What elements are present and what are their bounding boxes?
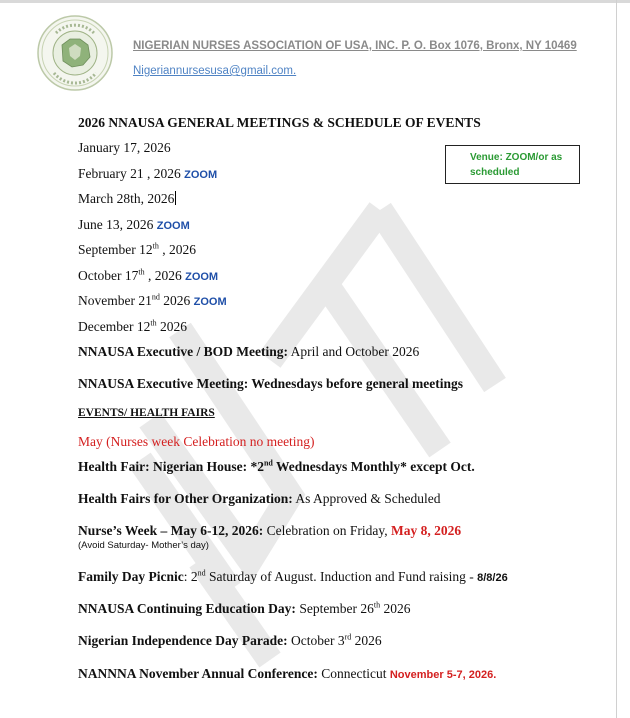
ordinal: nd xyxy=(263,458,273,468)
parade-date: October 3 xyxy=(287,633,345,648)
meeting-date: March 28th, 2026 xyxy=(78,191,175,206)
venue-line-1: Venue: ZOOM/or as xyxy=(470,152,563,163)
annual-conference xyxy=(78,666,496,683)
conference-label: NANNNA November Annual Conference: xyxy=(78,666,318,681)
exec-bod-label: NNAUSA Executive / BOD Meeting: xyxy=(78,344,288,359)
date-year: 2026 xyxy=(156,319,187,334)
date-text: September 12 xyxy=(78,242,153,257)
nurses-week-value: Celebration on Friday, xyxy=(263,523,391,538)
organization-address: NIGERIAN NURSES ASSOCIATION OF USA, INC. P. O. Box 1076, Bronx, NY 10469 xyxy=(133,40,577,52)
nurses-week-label: Nurse’s Week – May 6-12, 2026: xyxy=(78,523,264,538)
email-link[interactable]: Nigeriannursesusa@gmail.com. xyxy=(133,65,297,77)
document-title: 2026 NNAUSA GENERAL MEETINGS & SCHEDULE OF EVENTS xyxy=(78,115,481,130)
date-year: 2026 xyxy=(159,293,191,308)
meeting-date-3 xyxy=(78,191,176,207)
ordinal: th xyxy=(150,318,157,328)
ce-day-year: 2026 xyxy=(380,601,411,616)
meeting-date: February 21 , 2026 xyxy=(78,166,181,181)
events-heading: EVENTS/ HEALTH FAIRS xyxy=(78,407,215,419)
zoom-tag: ZOOM xyxy=(193,296,227,308)
meeting-date: June 13, 2026 xyxy=(78,217,154,232)
conference-location: Connecticut xyxy=(317,666,390,681)
other-org-label: Health Fairs for Other Organization: xyxy=(78,491,293,506)
picnic-text-end: Saturday of August. Induction and Fund raising xyxy=(205,569,466,584)
meeting-date: January 17, 2026 xyxy=(78,140,171,155)
meeting-date-7 xyxy=(78,293,227,310)
nurses-week-note: (Avoid Saturday- Mother’s day) xyxy=(78,540,209,551)
zoom-tag: ZOOM xyxy=(156,220,190,232)
date-year: , 2026 xyxy=(144,268,182,283)
venue-line-2: scheduled xyxy=(470,167,520,178)
meeting-date-2 xyxy=(78,166,217,183)
may-note: May (Nurses week Celebration no meeting) xyxy=(78,434,315,449)
health-fair xyxy=(78,459,475,475)
picnic-date: 8/8/26 xyxy=(477,572,508,584)
ordinal: rd xyxy=(344,632,352,642)
ordinal: th xyxy=(138,267,145,277)
picnic-dash: - xyxy=(465,569,478,584)
ce-day-label: NNAUSA Continuing Education Day: xyxy=(78,601,296,616)
nurses-week-date: May 8, 2026 xyxy=(390,523,462,538)
date-text: October 17 xyxy=(78,268,139,283)
page-top-edge xyxy=(0,0,630,3)
ordinal: th xyxy=(373,600,381,610)
independence-parade xyxy=(78,633,382,649)
meeting-date-1 xyxy=(78,140,171,156)
health-fair-text: Health Fair: Nigerian House: *2 xyxy=(78,459,264,474)
zoom-tag: ZOOM xyxy=(184,169,218,181)
ordinal: nd xyxy=(151,292,160,302)
ce-day xyxy=(78,601,411,617)
page-right-edge xyxy=(616,0,617,718)
date-text: December 12 xyxy=(78,319,151,334)
parade-label: Nigerian Independence Day Parade: xyxy=(78,633,288,648)
picnic-label: Family Day Picnic xyxy=(78,569,184,584)
exec-bod-meeting xyxy=(78,344,419,360)
ce-day-date: September 26 xyxy=(295,601,374,616)
association-logo xyxy=(36,15,114,91)
conference-dates: November 5-7, 2026. xyxy=(389,669,497,681)
meeting-date-5 xyxy=(78,242,196,258)
meeting-date-8 xyxy=(78,319,187,335)
zoom-tag: ZOOM xyxy=(185,271,219,283)
other-org-value: As Approved & Scheduled xyxy=(292,491,441,506)
ordinal: th xyxy=(152,241,159,251)
venue-box xyxy=(445,145,580,184)
date-text: November 21 xyxy=(78,293,152,308)
nurses-week xyxy=(78,523,461,539)
text-cursor xyxy=(175,191,176,205)
meeting-date-6 xyxy=(78,268,218,285)
ordinal: nd xyxy=(197,568,206,578)
meeting-date-4 xyxy=(78,217,190,234)
family-picnic xyxy=(78,569,508,586)
exec-meeting: NNAUSA Executive Meeting: Wednesdays before general meetings xyxy=(78,376,463,391)
other-org-fairs xyxy=(78,491,440,507)
date-year: , 2026 xyxy=(158,242,196,257)
parade-year: 2026 xyxy=(351,633,382,648)
health-fair-text-end: Wednesdays Monthly* except Oct. xyxy=(272,459,475,474)
picnic-text: : 2 xyxy=(183,569,198,584)
exec-bod-value: April and October 2026 xyxy=(287,344,420,359)
